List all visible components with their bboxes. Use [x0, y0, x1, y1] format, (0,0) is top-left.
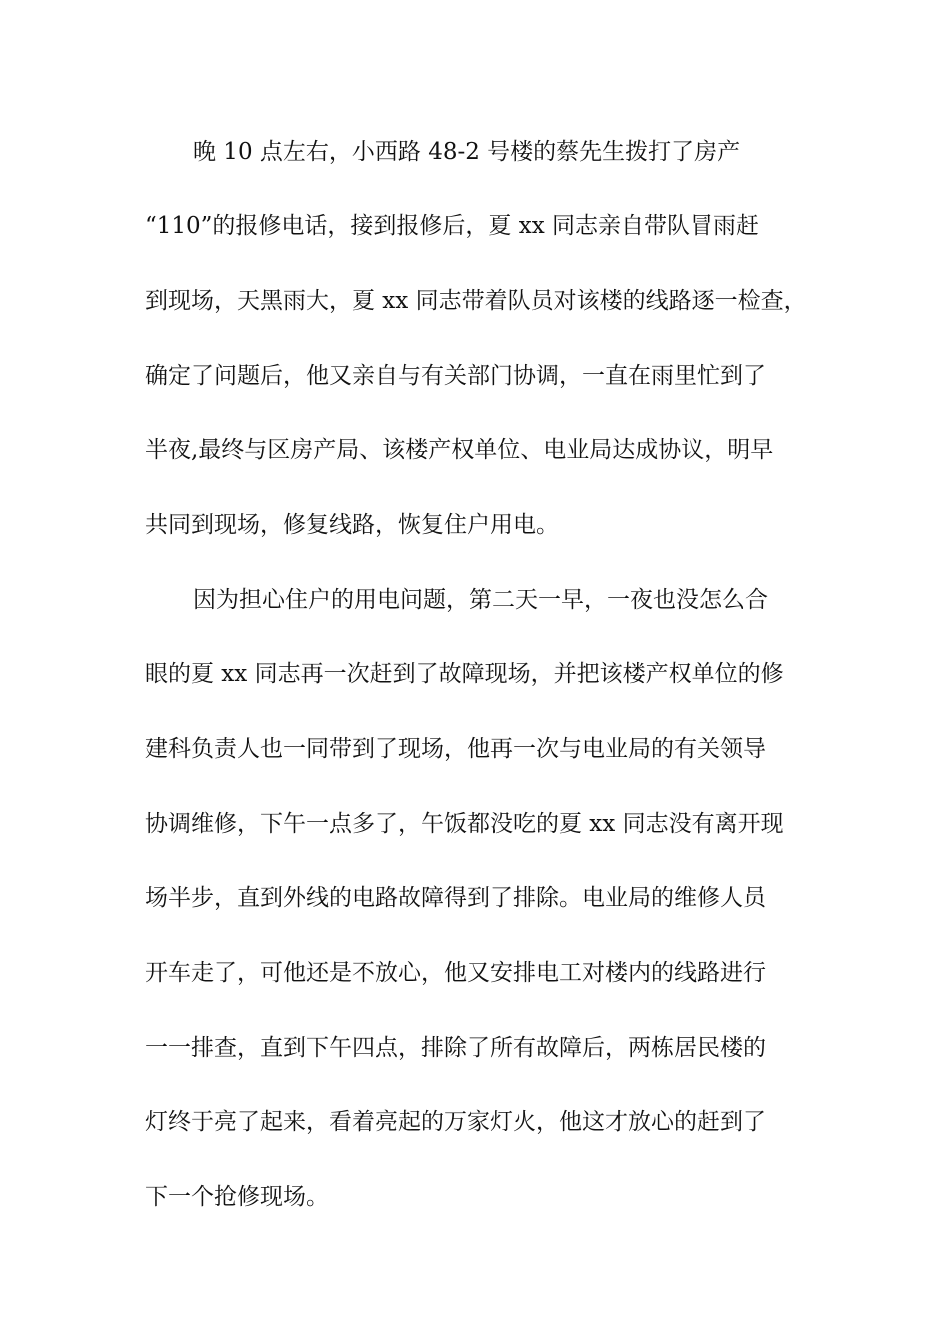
paragraph-2-line-6: 开车走了，可他还是不放心，他又安排电工对楼内的线路进行 — [145, 960, 766, 986]
paragraph-2-line-2: 眼的夏 xx 同志再一次赶到了故障现场，并把该楼产权单位的修 — [145, 661, 784, 687]
paragraph-2-line-4: 协调维修，下午一点多了，午饭都没吃的夏 xx 同志没有离开现 — [145, 811, 784, 837]
paragraph-1-line-3: 到现场，天黑雨大，夏 xx 同志带着队员对该楼的线路逐一检查， — [145, 288, 807, 314]
paragraph-2-line-9: 下一个抢修现场。 — [145, 1184, 329, 1210]
paragraph-1-line-6: 共同到现场，修复线路，恢复住户用电。 — [145, 512, 559, 538]
paragraph-2-line-8: 灯终于亮了起来，看着亮起的万家灯火，他这才放心的赶到了 — [145, 1109, 766, 1135]
paragraph-1-line-1: 晚 10 点左右，小西路 48-2 号楼的蔡先生拨打了房产 — [193, 139, 741, 165]
paragraph-2-line-7: 一一排查，直到下午四点，排除了所有故障后，两栋居民楼的 — [145, 1035, 766, 1061]
paragraph-1-line-2: “110”的报修电话，接到报修后，夏 xx 同志亲自带队冒雨赶 — [145, 213, 759, 239]
paragraph-2-line-1: 因为担心住户的用电问题，第二天一早，一夜也没怎么合 — [193, 587, 768, 613]
paragraph-2-line-3: 建科负责人也一同带到了现场，他再一次与电业局的有关领导 — [145, 736, 766, 762]
paragraph-2-line-5: 场半步，直到外线的电路故障得到了排除。电业局的维修人员 — [145, 885, 766, 911]
paragraph-1-line-4: 确定了问题后，他又亲自与有关部门协调，一直在雨里忙到了 — [145, 363, 766, 389]
paragraph-1-line-5: 半夜,最终与区房产局、该楼产权单位、电业局达成协议，明早 — [145, 437, 774, 463]
